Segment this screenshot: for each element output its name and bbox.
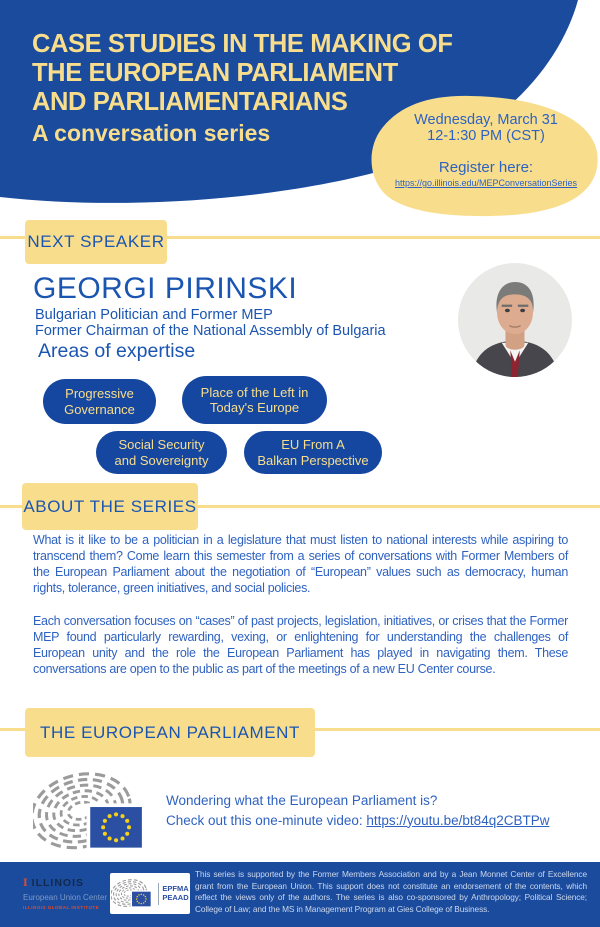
epfma-label: PEAAD bbox=[162, 892, 189, 902]
expertise-pill bbox=[96, 431, 227, 474]
expertise-pill bbox=[182, 376, 327, 424]
speaker-photo bbox=[458, 263, 572, 377]
register-label: Register here: bbox=[438, 159, 534, 176]
video-link[interactable]: https://youtu.be/bt84q2CBTPw bbox=[366, 812, 550, 828]
pill-label: Place of the Left in bbox=[200, 384, 309, 400]
pill-label: Governance bbox=[64, 401, 135, 417]
wondering-line: Wondering what the European Parliament is? bbox=[166, 793, 438, 808]
speaker-title: Former Chairman of the National Assembly of Bulgaria bbox=[35, 323, 386, 339]
illinois-block-i-icon: I bbox=[23, 875, 29, 889]
pill-label: Social Security bbox=[118, 437, 205, 452]
expertise-label: Areas of expertise bbox=[38, 340, 196, 362]
expertise-pill bbox=[244, 431, 382, 474]
page-title bbox=[32, 30, 453, 117]
section-header-parliament bbox=[25, 708, 315, 757]
poster-subtitle: A conversation series bbox=[32, 120, 271, 146]
event-time: 12-1:30 PM (CST) bbox=[427, 127, 545, 144]
pill-label: EU From A bbox=[281, 437, 345, 452]
section-label: NEXT SPEAKER bbox=[27, 232, 165, 251]
about-paragraph-1: What is it like to be a politician in a legislature that must listen to national interests while aspiring to transcend them? Come learn this semester from a series of conversations with Former Members of the European Parliament about the negotiation of “European” values such as democracy, human rights, tolerance, green initiatives, and social policies. bbox=[33, 533, 568, 595]
footer-disclaimer: This series is supported by the Former Members Association and by a Jean Monnet Center of Excellence grant from the European Union. This support does not constitute an endorsement of the contents, which reflect the views only of the authors. The series is also co-sponsored by Anthropology; Political Science; College of Law; and the MS in Management Program at Gies College of Business. bbox=[195, 869, 587, 915]
pill-label: and Sovereignty bbox=[114, 452, 209, 468]
parliament-video-info bbox=[166, 791, 549, 830]
speaker-name: GEORGI PIRINSKI bbox=[33, 272, 298, 305]
pill-label: Balkan Perspective bbox=[257, 452, 369, 468]
register-link[interactable]: https://go.illinois.edu/MEPConversationSeries bbox=[394, 178, 578, 188]
section-header-about bbox=[22, 483, 198, 530]
eu-parliament-logo bbox=[33, 772, 153, 855]
event-info-card bbox=[378, 113, 594, 188]
divider bbox=[158, 883, 159, 905]
illinois-wordmark: ILLINOIS bbox=[31, 876, 85, 889]
illinois-institute-label: ILLINOIS GLOBAL INSTITUTE bbox=[23, 905, 100, 910]
footer bbox=[0, 862, 600, 927]
title-line: AND PARLIAMENTARIANS bbox=[32, 88, 348, 116]
speaker-title: Bulgarian Politician and Former MEP bbox=[35, 307, 273, 323]
speaker-portrait-image bbox=[458, 263, 572, 377]
event-date: Wednesday, March 31 bbox=[414, 112, 558, 128]
section-label: ABOUT THE SERIES bbox=[23, 496, 197, 516]
illinois-center-label: European Union Center bbox=[23, 893, 108, 902]
section-label: THE EUROPEAN PARLIAMENT bbox=[39, 722, 301, 742]
pill-label: Progressive bbox=[65, 386, 134, 401]
video-label: Check out this one-minute video: bbox=[166, 812, 367, 828]
illinois-logo bbox=[23, 875, 107, 910]
eu-parliament-mini-logo bbox=[111, 879, 155, 909]
expertise-pill bbox=[43, 379, 156, 424]
section-header-next-speaker bbox=[25, 220, 167, 264]
title-line: THE EUROPEAN PARLIAMENT bbox=[32, 59, 398, 87]
title-line: CASE STUDIES IN THE MAKING OF bbox=[32, 30, 453, 58]
pill-label: Today's Europe bbox=[209, 400, 300, 415]
epfma-logo bbox=[110, 873, 190, 914]
about-paragraph-2: Each conversation focuses on “cases” of past projects, legislation, initiatives, or crises that the Former MEP found particularly rewarding, vexing, or enlightening for understanding the challenges of European unity and the role the European Parliament has played in navigating them. These conversations are open to the public as part of the meetings of a new EU Center course. bbox=[33, 614, 568, 676]
epfma-label: EPFMA bbox=[162, 884, 189, 893]
